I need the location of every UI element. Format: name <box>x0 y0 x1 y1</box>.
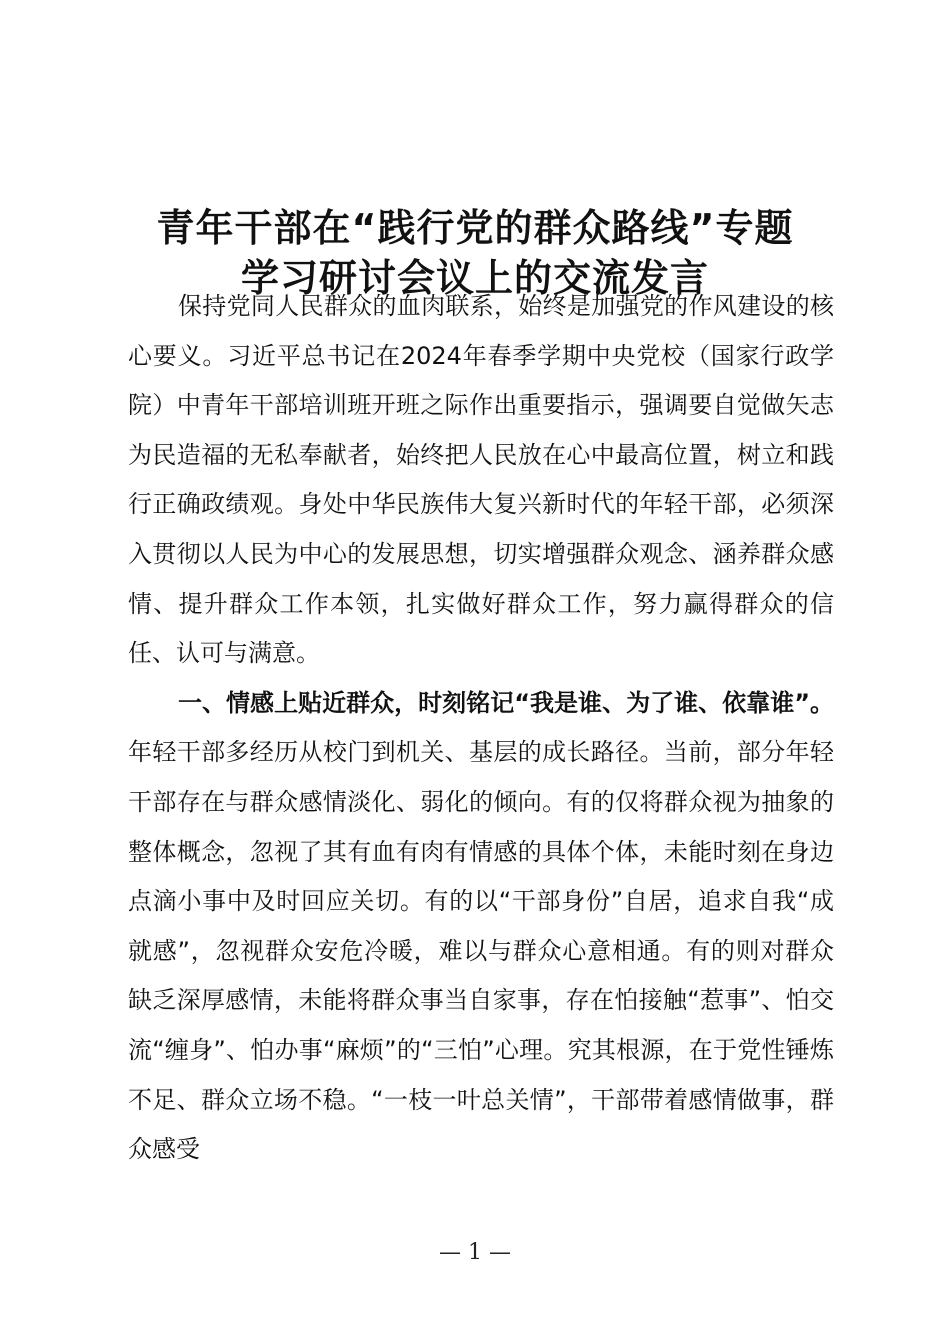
title-line-2: 学习研讨会议上的交流发言 <box>240 256 709 301</box>
section-1-heading: 一、情感上贴近群众，时刻铭记“我是谁、为了谁、依靠谁”。 <box>178 688 834 717</box>
section-1-paragraph <box>128 679 834 1175</box>
intro-paragraph-text: 保持党同人民群众的血肉联系，始终是加强党的作风建设的核心要义。习近平总书记在2024年春季学期中央党校（国家行政学院）中青年干部培训班开班之际作出重要指示，强调要自觉做矢志为民造福的无私奉献者，始终把人民放在心中最高位置，树立和践行正确政绩观。身处中华民族伟大复兴新时代的年轻干部，必须深入贯彻以人民为中心的发展思想，切实增强群众观念、涵养群众感情、提升群众工作本领，扎实做好群众工作，努力赢得群众的信任、认可与满意。 <box>128 292 834 668</box>
document-body <box>128 282 834 1175</box>
page-number: — 1 — <box>439 1240 511 1265</box>
title-line-1: 青年干部在“践行党的群众路线”专题 <box>156 206 794 251</box>
section-1-text: 年轻干部多经历从校门到机关、基层的成长路径。当前，部分年轻干部存在与群众感情淡化、弱化的倾向。有的仅将群众视为抽象的整体概念，忽视了其有血有肉有情感的具体个体，未能时刻在身边点滴小事中及时回应关切。有的以“干部身份”自居，追求自我“成就感”，忽视群众安危冷暖，难以与群众心意相通。有的则对群众缺乏深厚感情，未能将群众事当自家事，存在怕接触“惹事”、怕交流“缠身”、怕办事“麻烦”的“三怕”心理。究其根源，在于党性锤炼不足、群众立场不稳。“一枝一叶总关情”，干部带着感情做事，群众感受 <box>128 738 834 1164</box>
intro-paragraph <box>128 282 834 679</box>
